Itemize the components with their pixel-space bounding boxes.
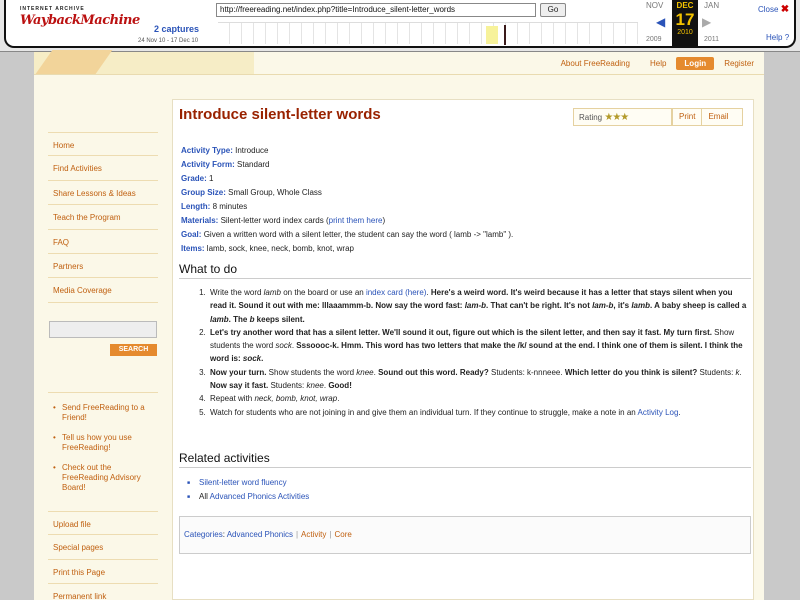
- meta-key[interactable]: Grade:: [181, 174, 207, 183]
- search-input[interactable]: [49, 321, 157, 338]
- step-script: Here's a weird word. It's weird because it has a letter that stays silent when you read it. Sound it out with me: lllaaammm-b. Now say the word fast:: [210, 288, 733, 311]
- star-icon[interactable]: ★★★: [604, 112, 629, 123]
- sparkline-capture-bar[interactable]: [504, 25, 506, 45]
- meta-length: [181, 200, 741, 214]
- prev-month[interactable]: NOV: [646, 1, 664, 10]
- step-script: , it's: [613, 301, 632, 311]
- step-item: [208, 326, 748, 366]
- sidebar-item-partners[interactable]: Partners: [48, 254, 158, 278]
- index-card-link[interactable]: index card (here): [365, 288, 427, 297]
- categories-link[interactable]: Categories: [184, 530, 223, 539]
- top-nav: [551, 56, 764, 70]
- meta-grade: [181, 172, 741, 186]
- step-text: .: [373, 367, 379, 377]
- promo-links: [48, 392, 158, 512]
- current-capture-date: [672, 0, 698, 46]
- step-item: [208, 286, 748, 326]
- meta-materials: [181, 214, 741, 228]
- step-script: . A baby sheep is called a: [650, 301, 747, 311]
- meta-key[interactable]: Goal:: [181, 230, 202, 239]
- prev-arrow-icon[interactable]: ◀: [656, 15, 666, 29]
- print-cards-link[interactable]: print them here: [328, 216, 383, 225]
- wayback-logo-top: INTERNET ARCHIVE: [20, 6, 85, 12]
- wayback-toolbar: [0, 0, 800, 52]
- meta-activity-type: [181, 144, 741, 158]
- advanced-phonics-link[interactable]: Advanced Phonics Activities: [209, 492, 310, 501]
- meta-value: 8 minutes: [212, 202, 248, 211]
- step-text: .: [678, 407, 681, 417]
- meta-value: lamb, sock, knee, neck, bomb, knot, wrap: [206, 244, 354, 253]
- activity-log-link[interactable]: Activity Log: [637, 407, 679, 417]
- meta-value: Introduce: [235, 146, 269, 155]
- sidebar-item-media-coverage[interactable]: Media Coverage: [48, 278, 158, 302]
- step-script: . The: [228, 314, 250, 324]
- silent-letter-fluency-link[interactable]: Silent-letter word fluency: [199, 478, 287, 487]
- meta-group-size: [181, 186, 741, 200]
- step-script: lam-b: [592, 301, 614, 311]
- step-item: [208, 406, 748, 419]
- capture-sparkline[interactable]: [218, 22, 638, 44]
- step-script: keeps silent.: [254, 314, 305, 324]
- step-text: on the board or use an: [281, 288, 366, 297]
- what-to-do-heading: What to do: [179, 262, 751, 279]
- step-script: b: [249, 314, 255, 324]
- step-text: .: [337, 394, 340, 404]
- meta-key[interactable]: Items:: [181, 244, 205, 253]
- step-script: lam-b: [464, 301, 487, 311]
- step-text: Students:: [697, 367, 736, 377]
- meta-value: 1: [209, 174, 214, 183]
- current-year: 2010: [677, 29, 693, 36]
- step-text: Watch for students who are not joining in and give them an individual turn. If they continue to struggle, make a note in an: [210, 407, 638, 417]
- help-link[interactable]: Help: [649, 58, 667, 68]
- captures-range: 24 Nov 10 - 17 Dec 10: [138, 38, 199, 44]
- step-script: lamb: [210, 314, 229, 324]
- captures-link[interactable]: 2 captures: [154, 24, 200, 34]
- special-pages-link[interactable]: Special pages: [48, 535, 158, 559]
- close-button[interactable]: [758, 4, 789, 15]
- category-separator: |: [295, 530, 299, 539]
- step-text: lamb: [263, 288, 281, 297]
- print-email-box: [672, 108, 743, 126]
- step-text: .: [739, 367, 742, 377]
- list-item: [187, 490, 687, 504]
- meta-value: Small Group, Whole Class: [228, 188, 322, 197]
- sidebar-item-share-lessons[interactable]: Share Lessons & Ideas: [48, 181, 158, 205]
- step-text: Show students the word: [266, 367, 357, 377]
- step-script: lamb: [631, 301, 650, 311]
- prev-year[interactable]: 2009: [646, 36, 662, 43]
- sidebar-item-home[interactable]: Home: [48, 132, 158, 156]
- current-day: 17: [675, 10, 695, 29]
- step-text: knee: [306, 381, 324, 391]
- step-text: Students:: [268, 381, 307, 391]
- rating-widget[interactable]: [573, 108, 672, 126]
- permanent-link[interactable]: Permanent link: [48, 584, 158, 600]
- related-prefix: All: [199, 492, 210, 501]
- meta-activity-form: [181, 158, 741, 172]
- sidebar-nav: [48, 132, 158, 303]
- step-text: .: [291, 341, 297, 351]
- next-year[interactable]: 2011: [704, 36, 720, 43]
- step-script: Sound out this word. Ready?: [378, 367, 489, 377]
- header-divider: [34, 74, 764, 75]
- help-button[interactable]: [766, 33, 789, 42]
- step-script: Now say it fast.: [210, 381, 269, 391]
- wayback-panel: [4, 0, 796, 48]
- related-list: [187, 476, 687, 504]
- help-label: Help: [766, 33, 783, 42]
- step-script: Now your turn.: [210, 367, 267, 377]
- page-title: Introduce silent-letter words: [179, 106, 381, 123]
- tell-us-link[interactable]: • Tell us how you use FreeReading!: [48, 433, 158, 453]
- meta-key[interactable]: Activity Form:: [181, 160, 235, 169]
- step-text: k: [735, 367, 740, 377]
- meta-key[interactable]: Group Size:: [181, 188, 226, 197]
- search-button[interactable]: SEARCH: [110, 344, 157, 356]
- url-input[interactable]: http://freereading.net/index.php?title=Introduce_silent-letter_words: [216, 3, 536, 17]
- category-advanced-phonics[interactable]: Advanced Phonics: [226, 530, 293, 539]
- advisory-board-link[interactable]: • Check out the FreeReading Advisory Board!: [48, 463, 158, 493]
- step-script: Let's try another word that has a silent letter. We'll sound it out, figure out which is the silent letter, and then say it fast. My turn first.: [210, 327, 712, 337]
- login-button[interactable]: Login: [676, 57, 714, 70]
- page: [34, 52, 764, 600]
- categories-box: [179, 516, 751, 554]
- rating-label: Rating: [579, 113, 603, 122]
- step-text: Students: k-nnneee.: [488, 367, 565, 377]
- next-month[interactable]: JAN: [704, 1, 720, 10]
- current-month: DEC: [676, 1, 694, 10]
- category-separator: |: [329, 530, 332, 539]
- about-link[interactable]: About FreeReading: [560, 58, 630, 68]
- meta-value: Given a written word with a silent letter, the student can say the word ( lamb -> "lamb" ).: [203, 230, 514, 239]
- wayback-logo[interactable]: [20, 6, 140, 36]
- activity-metadata: [181, 144, 741, 256]
- sidebar-item-faq[interactable]: FAQ: [48, 230, 158, 254]
- meta-key[interactable]: Length:: [181, 202, 211, 211]
- categories-colon: :: [222, 530, 227, 539]
- step-text: .: [323, 381, 329, 391]
- go-button[interactable]: Go: [540, 3, 566, 17]
- register-link[interactable]: Register: [724, 58, 754, 68]
- send-to-friend-link[interactable]: • Send FreeReading to a Friend!: [48, 403, 158, 423]
- help-icon: ?: [784, 33, 790, 42]
- meta-value: Standard: [237, 160, 270, 169]
- meta-items: [181, 242, 741, 256]
- close-label: Close: [758, 5, 779, 14]
- step-text: .: [426, 288, 431, 297]
- step-text: Show students the word: [210, 327, 735, 351]
- print-link[interactable]: Print: [679, 112, 696, 121]
- step-item: [208, 392, 748, 405]
- wayback-logo-bottom: WaybackMachine: [20, 13, 140, 28]
- category-activity[interactable]: Activity: [301, 530, 327, 539]
- step-script: sock: [242, 354, 262, 364]
- site-logo[interactable]: [34, 52, 254, 74]
- meta-key[interactable]: Materials:: [181, 216, 219, 225]
- meta-key[interactable]: Activity Type:: [181, 146, 233, 155]
- close-icon: ✖: [780, 4, 790, 15]
- step-text: Write the word: [210, 288, 264, 297]
- sidebar-item-find-activities[interactable]: Find Activities: [48, 156, 158, 180]
- list-item: [187, 476, 687, 490]
- sparkline-highlight: [486, 26, 498, 44]
- toolbox: [48, 511, 158, 600]
- main-content: [172, 99, 754, 600]
- related-activities-heading: Related activities: [179, 451, 751, 468]
- step-script: Good!: [328, 381, 352, 391]
- upload-file-link[interactable]: Upload file: [48, 511, 158, 535]
- next-arrow-icon[interactable]: ▶: [702, 15, 712, 29]
- step-text: sock: [275, 341, 292, 351]
- step-item: [208, 366, 748, 393]
- step-script: Which letter do you think is silent?: [564, 367, 698, 377]
- print-page-link[interactable]: Print this Page: [48, 560, 158, 584]
- steps-list: [208, 286, 748, 419]
- step-script: . That can't be right. It's not: [486, 301, 593, 311]
- step-text: neck, bomb, knot, wrap: [254, 394, 338, 404]
- meta-value: Silent-letter word index cards (: [220, 216, 329, 225]
- meta-value-end: ): [382, 216, 386, 225]
- meta-goal: [181, 228, 741, 242]
- step-script: Sssoooc-k. Hmm. This word has two letters that make the /k/ sound at the end. I think one of them is silent. I think the word is:: [210, 341, 743, 364]
- step-script: .: [261, 354, 264, 364]
- sidebar-item-teach-program[interactable]: Teach the Program: [48, 205, 158, 229]
- step-text: knee: [356, 367, 374, 377]
- email-link[interactable]: Email: [701, 109, 734, 125]
- step-text: Repeat with: [210, 394, 255, 404]
- category-core[interactable]: Core: [334, 530, 352, 539]
